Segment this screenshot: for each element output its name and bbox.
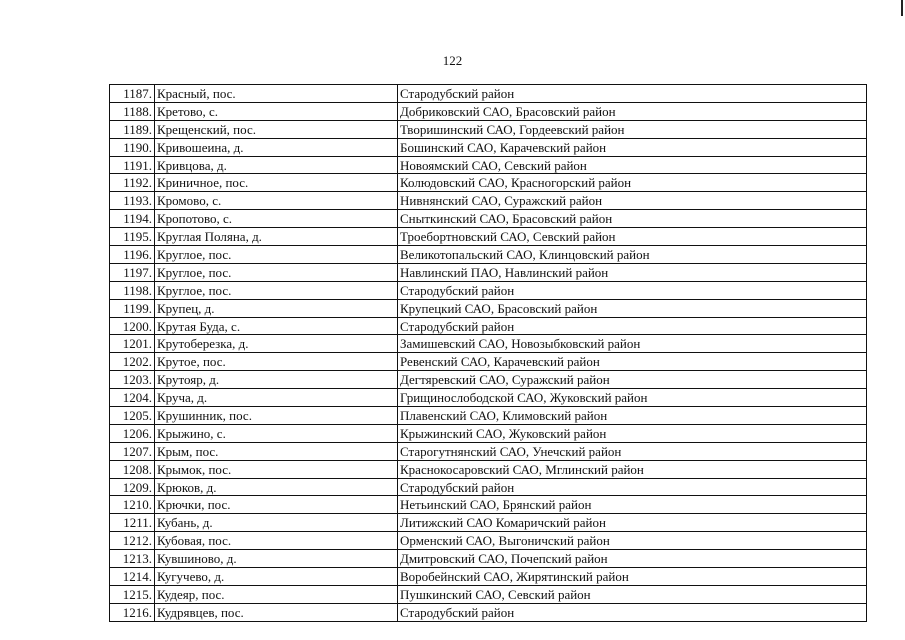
row-number: 1209. [110, 478, 155, 496]
administrative-unit: Стародубский район [398, 603, 867, 621]
table-row [110, 371, 867, 389]
page-number: 122 [442, 53, 463, 68]
row-number: 1192. [110, 174, 155, 192]
table-row [110, 389, 867, 407]
row-number: 1196. [110, 246, 155, 264]
administrative-unit: Творишинский САО, Гордеевский район [398, 120, 867, 138]
row-number: 1201. [110, 335, 155, 353]
administrative-unit: Стародубский район [398, 478, 867, 496]
settlement-name: Кривошеина, д. [155, 138, 398, 156]
settlement-name: Крупец, д. [155, 299, 398, 317]
administrative-unit: Великотопальский САО, Клинцовский район [398, 246, 867, 264]
table-row [110, 102, 867, 120]
table-row [110, 335, 867, 353]
settlement-name: Крутоберезка, д. [155, 335, 398, 353]
row-number: 1212. [110, 532, 155, 550]
row-number: 1195. [110, 228, 155, 246]
administrative-unit: Бошинский САО, Карачевский район [398, 138, 867, 156]
administrative-unit: Нетьинский САО, Брянский район [398, 496, 867, 514]
settlement-name: Крещенский, пос. [155, 120, 398, 138]
row-number: 1187. [110, 85, 155, 103]
settlement-name: Крым, пос. [155, 442, 398, 460]
settlement-name: Крутое, пос. [155, 353, 398, 371]
table-row [110, 156, 867, 174]
settlement-name: Кугучево, д. [155, 568, 398, 586]
administrative-unit: Старогутнянский САО, Унечский район [398, 442, 867, 460]
table-row [110, 210, 867, 228]
table-row [110, 174, 867, 192]
table-row [110, 85, 867, 103]
row-number: 1208. [110, 460, 155, 478]
table-row [110, 192, 867, 210]
row-number: 1194. [110, 210, 155, 228]
scan-edge-mark [901, 0, 903, 16]
row-number: 1190. [110, 138, 155, 156]
settlement-name: Круча, д. [155, 389, 398, 407]
settlement-name: Кудеяр, пос. [155, 585, 398, 603]
table-row [110, 281, 867, 299]
administrative-unit: Воробейнский САО, Жирятинский район [398, 568, 867, 586]
settlement-name: Крымок, пос. [155, 460, 398, 478]
row-number: 1202. [110, 353, 155, 371]
table-row [110, 532, 867, 550]
table-row [110, 585, 867, 603]
row-number: 1188. [110, 102, 155, 120]
table-row [110, 407, 867, 425]
settlement-name: Кубовая, пос. [155, 532, 398, 550]
administrative-unit: Троебортновский САО, Севский район [398, 228, 867, 246]
table-row [110, 514, 867, 532]
settlement-name: Кретово, с. [155, 102, 398, 120]
row-number: 1215. [110, 585, 155, 603]
row-number: 1197. [110, 263, 155, 281]
row-number: 1213. [110, 550, 155, 568]
table-row [110, 496, 867, 514]
administrative-unit: Сныткинский САО, Брасовский район [398, 210, 867, 228]
table-row [110, 478, 867, 496]
settlements-table [109, 84, 867, 622]
administrative-unit: Добриковский САО, Брасовский район [398, 102, 867, 120]
settlement-name: Красный, пос. [155, 85, 398, 103]
row-number: 1198. [110, 281, 155, 299]
table-row [110, 120, 867, 138]
settlement-name: Круглое, пос. [155, 246, 398, 264]
row-number: 1205. [110, 407, 155, 425]
administrative-unit: Дегтяревский САО, Суражский район [398, 371, 867, 389]
administrative-unit: Дмитровский САО, Почепский район [398, 550, 867, 568]
administrative-unit: Нивнянский САО, Суражский район [398, 192, 867, 210]
settlement-name: Кудрявцев, пос. [155, 603, 398, 621]
administrative-unit: Орменский САО, Выгоничский район [398, 532, 867, 550]
row-number: 1206. [110, 424, 155, 442]
row-number: 1189. [110, 120, 155, 138]
table-row [110, 317, 867, 335]
settlement-name: Круглая Поляна, д. [155, 228, 398, 246]
row-number: 1210. [110, 496, 155, 514]
administrative-unit: Ревенский САО, Карачевский район [398, 353, 867, 371]
row-number: 1204. [110, 389, 155, 407]
settlement-name: Круглое, пос. [155, 281, 398, 299]
administrative-unit: Навлинский ПАО, Навлинский район [398, 263, 867, 281]
table-row [110, 442, 867, 460]
settlement-name: Кромово, с. [155, 192, 398, 210]
table-row [110, 424, 867, 442]
administrative-unit: Плавенский САО, Климовский район [398, 407, 867, 425]
administrative-unit: Грищинослободской САО, Жуковский район [398, 389, 867, 407]
row-number: 1193. [110, 192, 155, 210]
settlement-name: Крутая Буда, с. [155, 317, 398, 335]
table-row [110, 228, 867, 246]
settlement-name: Кубань, д. [155, 514, 398, 532]
table-row [110, 568, 867, 586]
row-number: 1200. [110, 317, 155, 335]
administrative-unit: Колюдовский САО, Красногорский район [398, 174, 867, 192]
table-row [110, 603, 867, 621]
settlement-name: Кривцова, д. [155, 156, 398, 174]
administrative-unit: Литижский САО Комаричский район [398, 514, 867, 532]
settlement-name: Круглое, пос. [155, 263, 398, 281]
table-row [110, 246, 867, 264]
administrative-unit: Крыжинский САО, Жуковский район [398, 424, 867, 442]
settlement-name: Кропотово, с. [155, 210, 398, 228]
table-row [110, 550, 867, 568]
row-number: 1216. [110, 603, 155, 621]
table-row [110, 138, 867, 156]
administrative-unit: Пушкинский САО, Севский район [398, 585, 867, 603]
settlement-name: Крючки, пос. [155, 496, 398, 514]
administrative-unit: Замишевский САО, Новозыбковский район [398, 335, 867, 353]
row-number: 1203. [110, 371, 155, 389]
table-row [110, 299, 867, 317]
settlement-name: Крыжино, с. [155, 424, 398, 442]
table-row [110, 460, 867, 478]
row-number: 1207. [110, 442, 155, 460]
row-number: 1214. [110, 568, 155, 586]
table-row [110, 353, 867, 371]
table-row [110, 263, 867, 281]
administrative-unit: Краснокосаровский САО, Мглинский район [398, 460, 867, 478]
settlement-name: Крушинник, пос. [155, 407, 398, 425]
row-number: 1211. [110, 514, 155, 532]
administrative-unit: Новоямский САО, Севский район [398, 156, 867, 174]
settlement-name: Крутояр, д. [155, 371, 398, 389]
administrative-unit: Крупецкий САО, Брасовский район [398, 299, 867, 317]
administrative-unit: Стародубский район [398, 317, 867, 335]
administrative-unit: Стародубский район [398, 281, 867, 299]
row-number: 1199. [110, 299, 155, 317]
settlement-name: Крюков, д. [155, 478, 398, 496]
row-number: 1191. [110, 156, 155, 174]
administrative-unit: Стародубский район [398, 85, 867, 103]
settlement-name: Криничное, пос. [155, 174, 398, 192]
settlement-name: Кувшиново, д. [155, 550, 398, 568]
table-body [110, 85, 867, 622]
